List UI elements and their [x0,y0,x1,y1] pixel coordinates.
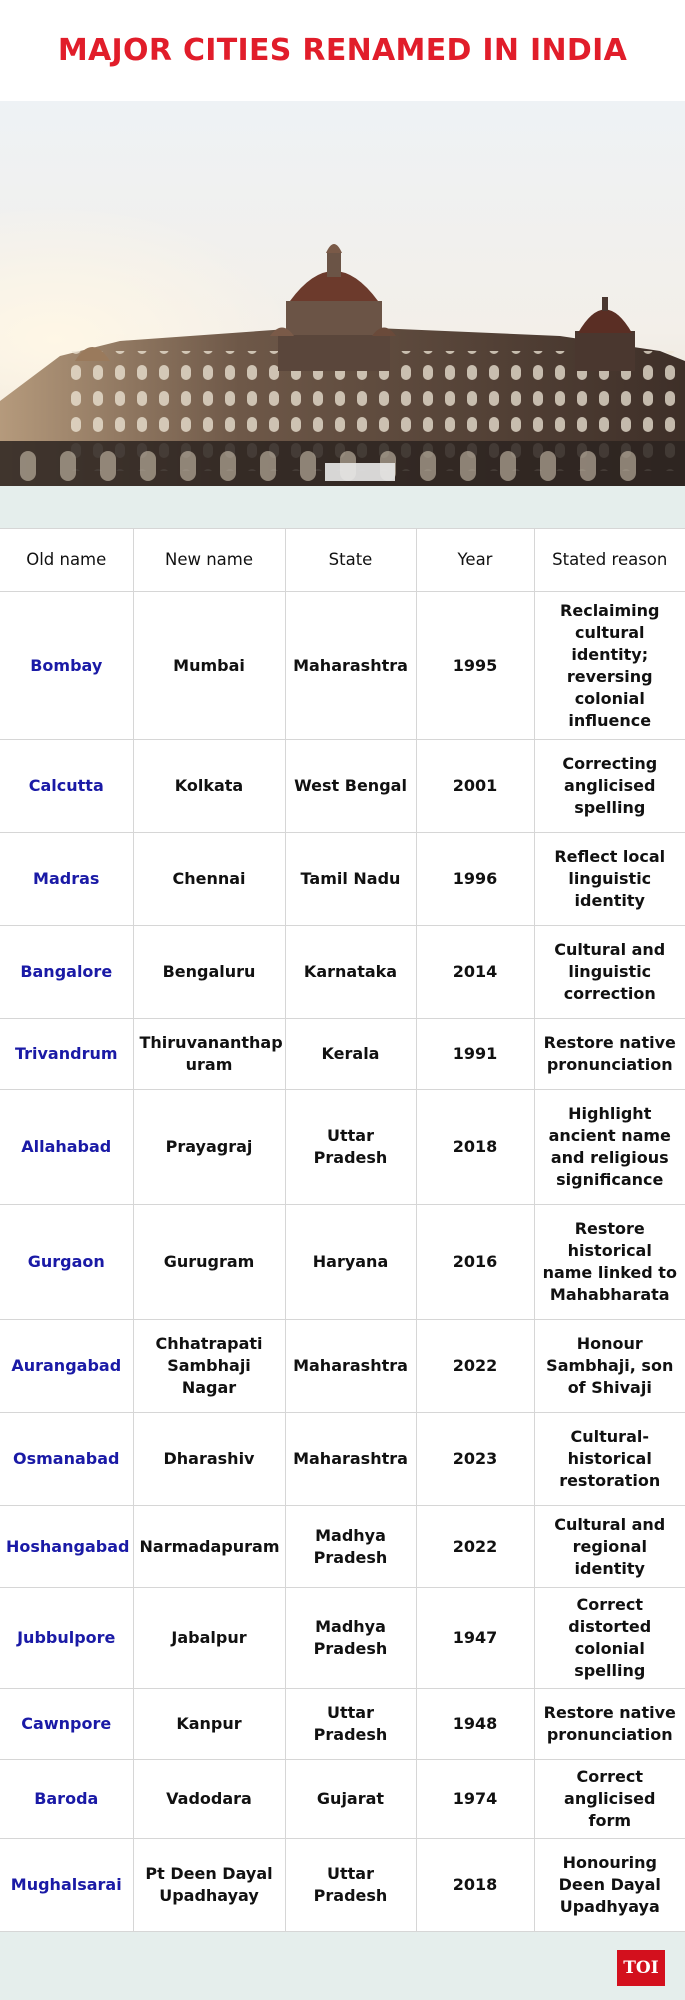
old-name-cell: Trivandrum [0,1019,133,1090]
hero-image [0,101,685,486]
year-cell: 1996 [416,833,534,926]
reason-cell: Reflect local linguistic identity [534,833,685,926]
state-cell: Uttar Pradesh [285,1090,416,1205]
renamed-cities-table [0,528,685,1932]
reason-cell: Restore native pronunciation [534,1689,685,1760]
old-name-cell: Jubbulpore [0,1588,133,1689]
state-cell: Maharashtra [285,1320,416,1413]
new-name-cell: Prayagraj [133,1090,285,1205]
year-cell: 1948 [416,1689,534,1760]
year-cell: 2018 [416,1839,534,1932]
old-name-cell: Osmanabad [0,1413,133,1506]
new-name-cell: Kanpur [133,1689,285,1760]
old-name-cell: Hoshangabad [0,1506,133,1588]
old-name-cell: Madras [0,833,133,926]
old-name-cell: Calcutta [0,740,133,833]
reason-cell: Honour Sambhaji, son of Shivaji [534,1320,685,1413]
year-cell: 2018 [416,1090,534,1205]
old-name-cell: Bangalore [0,926,133,1019]
new-name-cell: Pt Deen Dayal Upadhayay [133,1839,285,1932]
old-name-cell: Baroda [0,1760,133,1839]
new-name-cell: Bengaluru [133,926,285,1019]
new-name-cell: Vadodara [133,1760,285,1839]
year-cell: 1974 [416,1760,534,1839]
table-row [0,1320,685,1413]
table-row [0,926,685,1019]
year-cell: 2022 [416,1506,534,1588]
state-cell: Maharashtra [285,592,416,740]
new-name-cell: Narmadapuram [133,1506,285,1588]
table-row [0,1205,685,1320]
year-cell: 1947 [416,1588,534,1689]
table-row [0,1019,685,1090]
state-cell: Karnataka [285,926,416,1019]
column-header-state: State [285,529,416,592]
state-cell: Maharashtra [285,1413,416,1506]
toi-logo: TOI [617,1950,665,1986]
new-name-cell: Thiruvananthap uram [133,1019,285,1090]
reason-cell: Highlight ancient name and religious significance [534,1090,685,1205]
reason-cell: Correct anglicised form [534,1760,685,1839]
state-cell: Kerala [285,1019,416,1090]
year-cell: 2014 [416,926,534,1019]
table-row [0,1413,685,1506]
old-name-cell: Bombay [0,592,133,740]
reason-cell: Correct distorted colonial spelling [534,1588,685,1689]
column-header-year: Year [416,529,534,592]
table-row [0,1506,685,1588]
new-name-cell: Chhatrapati Sambhaji Nagar [133,1320,285,1413]
old-name-cell: Allahabad [0,1090,133,1205]
reason-cell: Cultural and regional identity [534,1506,685,1588]
column-header-new-name: New name [133,529,285,592]
state-cell: West Bengal [285,740,416,833]
reason-cell: Cultural-historical restoration [534,1413,685,1506]
reason-cell: Cultural and linguistic correction [534,926,685,1019]
new-name-cell: Jabalpur [133,1588,285,1689]
table-row [0,1689,685,1760]
state-cell: Uttar Pradesh [285,1839,416,1932]
section-spacer [0,486,685,528]
new-name-cell: Kolkata [133,740,285,833]
header [0,0,685,101]
old-name-cell: Mughalsarai [0,1839,133,1932]
reason-cell: Correcting anglicised spelling [534,740,685,833]
old-name-cell: Gurgaon [0,1205,133,1320]
reason-cell: Restore historical name linked to Mahabharata [534,1205,685,1320]
old-name-cell: Cawnpore [0,1689,133,1760]
state-cell: Haryana [285,1205,416,1320]
table-row [0,1760,685,1839]
new-name-cell: Mumbai [133,592,285,740]
table-row [0,833,685,926]
table-row [0,1839,685,1932]
new-name-cell: Chennai [133,833,285,926]
state-cell: Tamil Nadu [285,833,416,926]
year-cell: 2016 [416,1205,534,1320]
reason-cell: Honouring Deen Dayal Upadhyaya [534,1839,685,1932]
column-header-stated-reason: Stated reason [534,529,685,592]
new-name-cell: Gurugram [133,1205,285,1320]
state-cell: Uttar Pradesh [285,1689,416,1760]
page-title: MAJOR CITIES RENAMED IN INDIA [57,33,628,68]
year-cell: 2023 [416,1413,534,1506]
year-cell: 2022 [416,1320,534,1413]
table-row [0,1588,685,1689]
state-cell: Madhya Pradesh [285,1588,416,1689]
table-header-row [0,529,685,592]
year-cell: 2001 [416,740,534,833]
year-cell: 1995 [416,592,534,740]
footer [0,1932,685,2000]
new-name-cell: Dharashiv [133,1413,285,1506]
year-cell: 1991 [416,1019,534,1090]
reason-cell: Reclaiming cultural identity; reversing colonial influence [534,592,685,740]
column-header-old-name: Old name [0,529,133,592]
state-cell: Gujarat [285,1760,416,1839]
table-row [0,1090,685,1205]
old-name-cell: Aurangabad [0,1320,133,1413]
table-row [0,592,685,740]
reason-cell: Restore native pronunciation [534,1019,685,1090]
table-row [0,740,685,833]
state-cell: Madhya Pradesh [285,1506,416,1588]
